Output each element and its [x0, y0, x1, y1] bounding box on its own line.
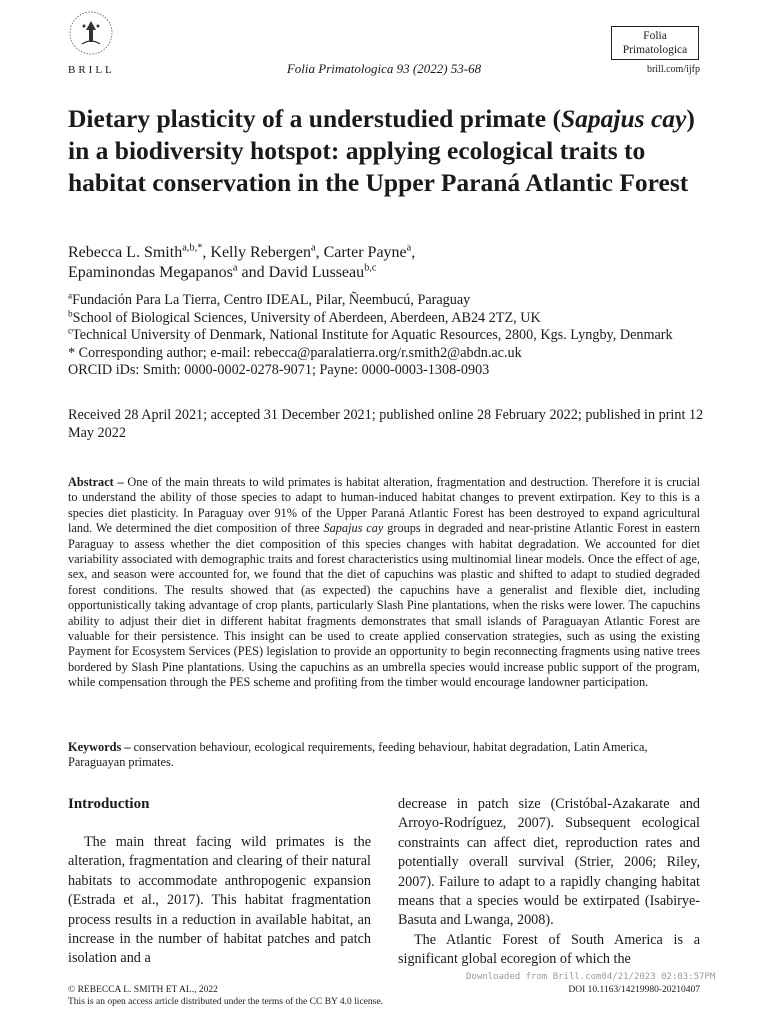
article-title: [68, 103, 708, 199]
keywords-label: Keywords –: [68, 740, 131, 754]
title-part-2: ) in a biodiversity hotspot: applying ecological traits to habitat conservation in the Upper Paraná Atlantic Forest: [68, 104, 695, 197]
title-part-1: Dietary plasticity of a understudied primate (: [68, 104, 561, 133]
intro-right-paragraph-1: decrease in patch size (Cristóbal-Azakarate and Arroyo-Rodríguez, 2007). Subsequent ecological constraints can affect diet, reproduction rates and potentially overall survival (Strier, 2006; Riley, 2007). Failure to adapt to a rapidly changing habitat means that a species would be extirpated (Isabirye-Basuta and Lwanga, 2008).: [398, 796, 700, 929]
journal-title-box: [611, 26, 699, 60]
affiliation-sup: b: [68, 307, 73, 318]
author-list: [68, 243, 708, 283]
abstract-species: Sapajus cay: [323, 521, 384, 536]
journal-url[interactable]: brill.com/ijfp: [646, 64, 700, 75]
abstract: [68, 475, 700, 691]
author-name: Epaminondas Megapanos: [68, 264, 233, 281]
author-sup: b,c: [364, 262, 377, 274]
affiliation-text: Fundación Para La Tierra, Centro IDEAL, Pilar, Ñeembucú, Paraguay: [72, 292, 471, 308]
author-sup: a: [406, 242, 412, 254]
author-sup: a: [310, 242, 316, 254]
doi[interactable]: DOI 10.1163/14219980-20210407: [568, 985, 700, 995]
abstract-text-2: groups in degraded and near-pristine Atlantic Forest in eastern Paraguay to assess whether the diet composition of this species changes with habitat degradation. We accounted for diet variability associated with demographic traits and forest characteristics using multinomial linear models. Once the effect of age, sex, and season were accounted for, we found that the diet of capuchins was plastic and shifted to adapt to studied degraded forest conditions. The results showed that (as expected) the capuchins have a generalist and flexible diet, including opportunistically taking advantage of crop plants, particularly Slash Pine plantations, when the risks were lower. The capuchins ability to adjust their diet in different habitat fragments demonstrates that small islands of Paraguayan Atlantic Forest are valuable for their persistence. This insight can be used to create applied conservation strategies, such as using the existing Payment for Ecosystem Services (PES) legislation to provide an opportunity to begin reconnecting fragments using native trees bordered by Slash Pine plantations. Using the capuchins as an umbrella species would increase public support of the program, while compensation through the PES scheme and profiting from the timber would encourage landowner participation.: [68, 521, 701, 690]
author-sep: ,: [202, 244, 211, 261]
affiliation-sup: a: [68, 290, 73, 301]
copyright-notice: © REBECCA L. SMITH ET AL., 2022: [68, 985, 218, 995]
license-notice: This is an open access article distributed under the terms of the CC BY 4.0 license.: [68, 997, 383, 1007]
journal-box-line2: Primatologica: [622, 44, 688, 56]
author-sup: a,b,*: [182, 242, 203, 254]
affiliation-sup: c: [68, 325, 73, 336]
affiliation-text: Technical University of Denmark, National Institute for Aquatic Resources, 2800, Kgs. Lyngby, Denmark: [72, 327, 673, 343]
keywords: [68, 740, 700, 771]
publisher-name: BRILL: [68, 64, 115, 76]
affiliation-text: School of Biological Sciences, University of Aberdeen, Aberdeen, AB24 2TZ, UK: [72, 309, 541, 326]
affiliations: [68, 292, 708, 380]
download-watermark: Downloaded from Brill.com04/21/2023 02:03:57PM: [466, 972, 716, 982]
affiliation-item: [68, 292, 708, 310]
author-name: Carter Payne: [323, 244, 407, 261]
affiliation-item: [68, 307, 708, 328]
author-name: David Lusseau: [268, 264, 365, 281]
intro-left-column: The main threat facing wild primates is the alteration, fragmentation and clearing of their natural habitats to accommodate anthropogenic expansion (Estrada et al., 2017). This habitat fragmentation process results in a reduction in available habitat, an increase in the number of habitat patches and patch isolation and a: [68, 834, 371, 967]
journal-citation: Folia Primatologica 93 (2022) 53-68: [286, 61, 482, 76]
orcid-ids: ORCID iDs: Smith: 0000-0002-0278-9071; Payne: 0000-0003-1308-0903: [68, 362, 490, 378]
journal-box-line1: Folia: [643, 30, 667, 42]
publication-dates: Received 28 April 2021; accepted 31 December 2021; published online 28 February 2022; published in print 12 May 2022: [68, 407, 704, 441]
author-name: Rebecca L. Smith: [68, 244, 183, 261]
introduction-heading: Introduction: [68, 796, 150, 812]
intro-right-paragraph-2: The Atlantic Forest of South America is a significant global ecoregion of which the: [398, 931, 700, 968]
author-sup: a: [232, 262, 238, 274]
keywords-text: conservation behaviour, ecological requirements, feeding behaviour, habitat degradation, Latin America, Paraguayan primates.: [68, 740, 648, 770]
title-species: Sapajus cay: [560, 104, 687, 133]
abstract-text-1: One of the main threats to wild primates is habitat alteration, fragmentation and destruction. Therefore it is crucial to understand the ability of those species to adapt to human-induced habitat changes to prevent extirpation. Key to this is a species diet plasticity. In Paraguay over 91% of the Upper Paraná Atlantic Forest has been destroyed to expand agricultural land. We determined the diet composition of three: [68, 475, 700, 536]
brill-logo-icon: [66, 8, 116, 58]
author-name: Kelly Rebergen: [210, 244, 311, 261]
abstract-label: Abstract –: [68, 475, 124, 489]
author-sep: and: [237, 264, 269, 281]
author-sep: ,: [315, 244, 324, 261]
affiliation-item: [68, 327, 708, 345]
intro-right-column: [398, 795, 700, 970]
author-sep: ,: [411, 244, 416, 261]
corresponding-author: * Corresponding author; e-mail: rebecca@paralatierra.org/r.smith2@abdn.ac.uk: [68, 344, 522, 361]
